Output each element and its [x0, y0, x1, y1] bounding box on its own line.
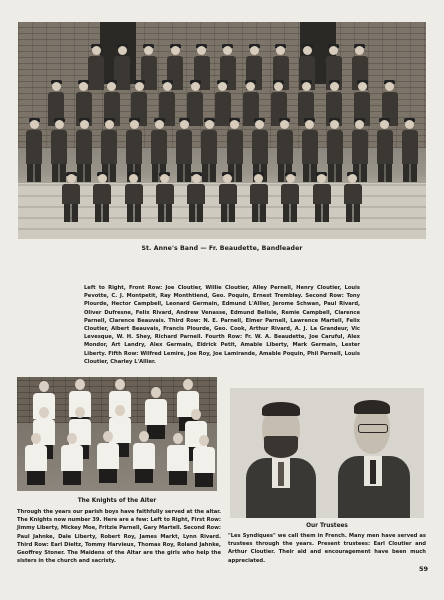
band-photo	[18, 22, 426, 239]
trustees-photo	[230, 388, 424, 518]
band-names-list: Left to Right, Front Row: Joe Cloutier, Willie Cloutier, Alley Pernell, Henry Cloutier, Louis Pevotte, C. J. Montpetit, Ray Monthtiend, Geo. Poquin, Ernest Tremblay. Second Row: Tony Plourde, Hector Campbell, Leonard Germain, Edmund L'Allier, Jerome Schwan, Paul Rivard, Oliver Dufresne, Felix Rivard, Andrew Venasse, Edmund Belisle, Remie Campbell, Clarence Parnell, Clarence Beauvais. Third Row: N. E. Parnell, Elmer Parnell, Lawrence Martell, Felix Cloutier, Albert Beauvais, Francis Plourde, Geo. Cook, Arthur Rivard, A. J. La Grandeur, Vic Levesque, W. H. Shey, Richard Parnell. Fourth Row: Fr. W. A. Beaudette, Joe Caruful, Alex Mondor, Art Landry, Alex Germain, Eldrick Petit, Amable Liberty, Mark Germain, Lester Liberty. Fifth Row: Wilfred Lemire, Joe Roy, Joe Lamirande, Amable Poquin, Phil Parnell, Louis Cloutier, Charley L'Allier.	[84, 285, 360, 365]
trustees-text: "Les Syndiques" we call them in French. Many men have served as trustees through the years. Present trustees: Earl Cloutier and Arthur Cloutier. Their aid and encouragement have been much appreciated.	[228, 533, 426, 564]
page-number: 59	[418, 565, 428, 573]
trustees-caption: Our Trustees	[306, 523, 348, 529]
band-row-seated	[62, 172, 362, 222]
knights-caption: The Knights of the Alter	[77, 498, 157, 504]
band-caption: St. Anne's Band — Fr. Beaudette, Bandleader	[141, 245, 303, 252]
knights-photo	[17, 377, 217, 491]
knights-text: Through the years our parish boys have faithfully served at the altar. The Knights now number 39. Here are a few: Left to Right, First Row: Jimmy Liberty, Mickey Moe, Fritzie Parnell, Gary Martell. Second Row: Paul Jahnke, Dale Liberty, Robert Roy, James Markt, Lynn Rivard. Third Row: Earl Dieltz, Tommy Harvieux, Thomas Roy, Roland Jahnke, Geoffrey Stoner. The Maidens of the Altar are the girls who help the sisters in the church and sacristy.	[17, 509, 221, 565]
